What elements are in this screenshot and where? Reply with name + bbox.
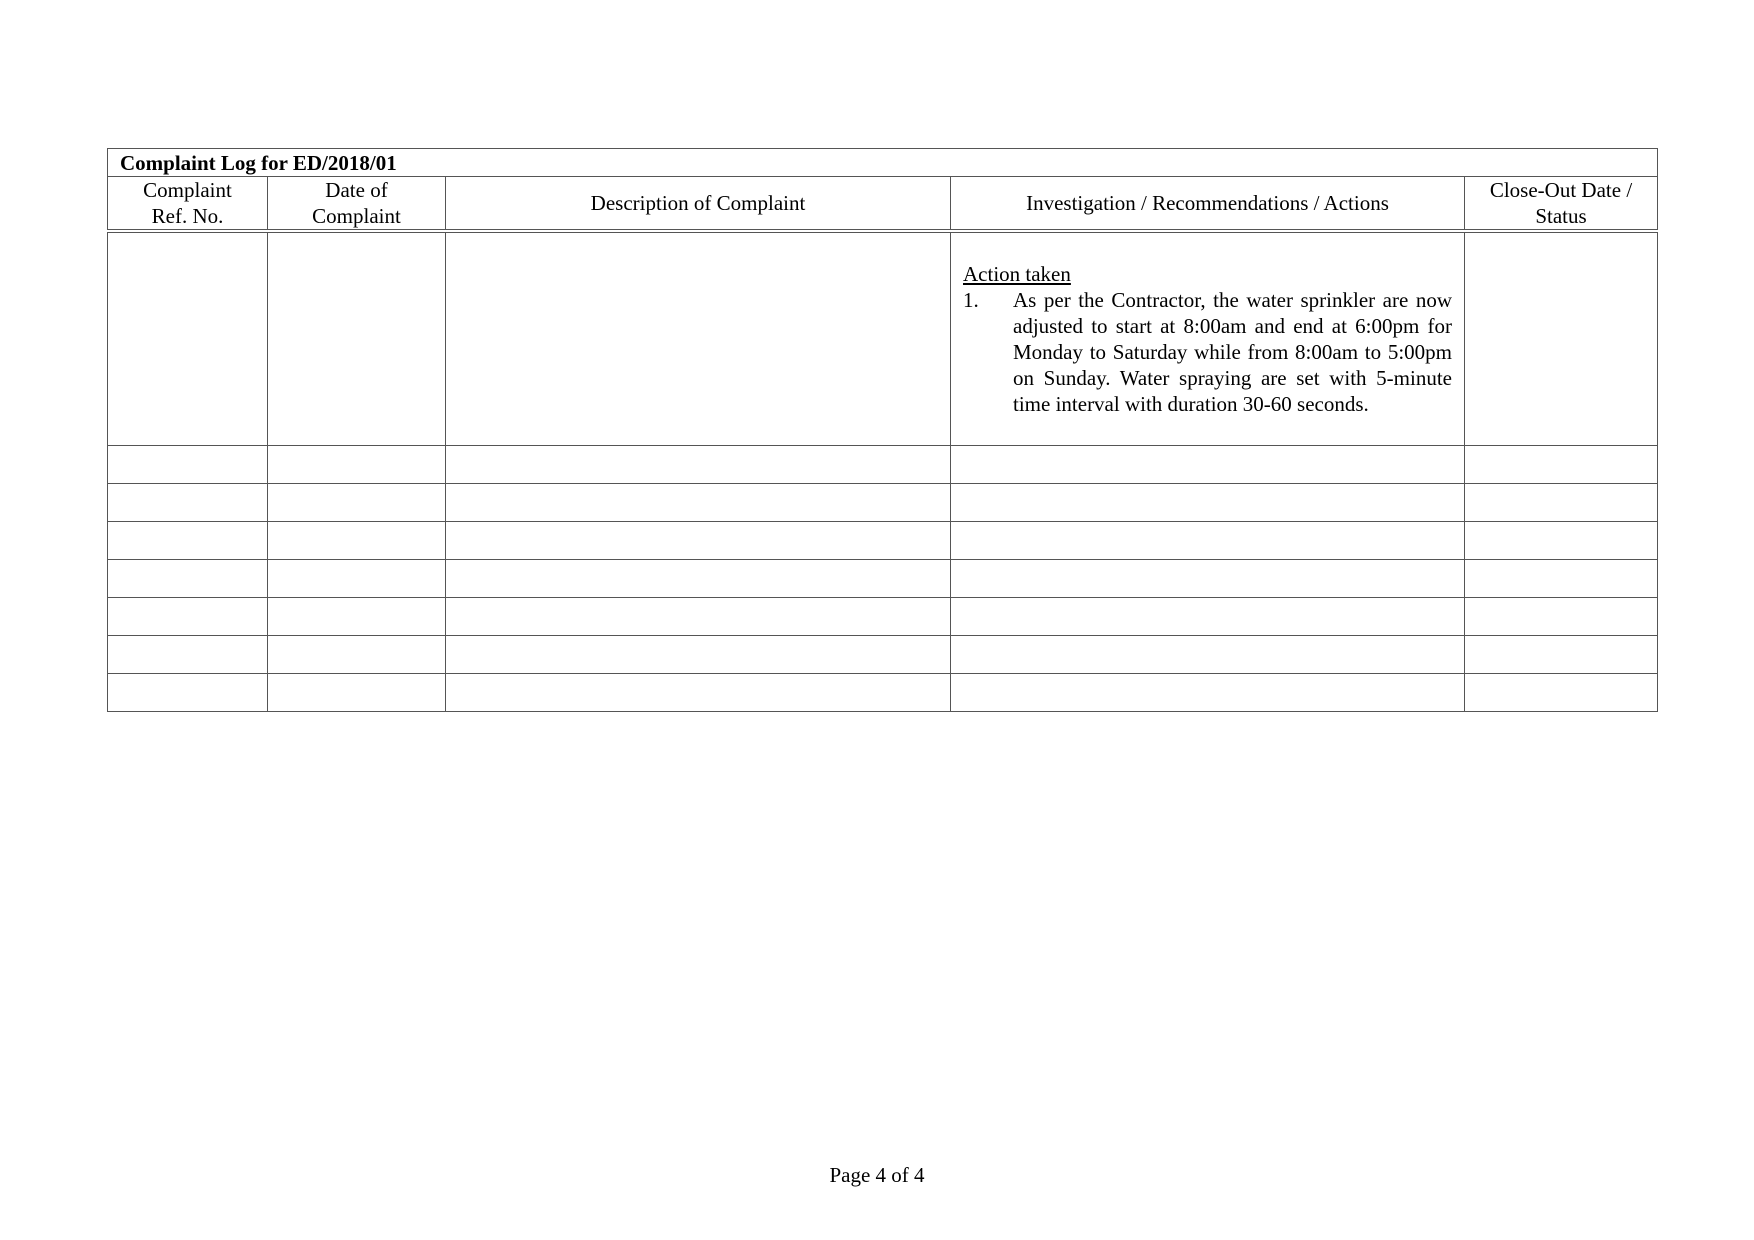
empty-cell: [108, 674, 268, 712]
empty-cell: [1465, 446, 1658, 484]
table-row: [108, 674, 1658, 712]
empty-cell: [268, 674, 446, 712]
header-date: [268, 177, 446, 232]
empty-cell: [108, 636, 268, 674]
empty-cell: [951, 446, 1465, 484]
header-ref-no: [108, 177, 268, 232]
action-item: [963, 287, 1452, 417]
cell-date: [268, 231, 446, 446]
empty-cell: [108, 484, 268, 522]
table-row: [108, 598, 1658, 636]
page-footer: Page 4 of 4: [829, 1163, 925, 1187]
table-row: [108, 560, 1658, 598]
table-row: [108, 231, 1658, 446]
empty-cell: [268, 522, 446, 560]
empty-cell: [268, 598, 446, 636]
table-row: [108, 636, 1658, 674]
action-item-text: As per the Contractor, the water sprinkler are now adjusted to start at 8:00am and end at 6:00pm for Monday to Saturday while from 8:00am to 5:00pm on Sunday. Water spraying are set with 5-minute time interval with duration 30-60 seconds.: [1013, 288, 1452, 416]
header-close-out: [1465, 177, 1658, 232]
header-investigation-label: Investigation / Recommendations / Actions: [1026, 191, 1389, 215]
empty-cell: [108, 522, 268, 560]
empty-cell: [951, 598, 1465, 636]
empty-cell: [951, 560, 1465, 598]
header-close-out-label: Close-Out Date / Status: [1489, 178, 1633, 228]
empty-cell: [446, 674, 951, 712]
empty-cell: [446, 522, 951, 560]
action-item-number: 1.: [963, 288, 979, 312]
empty-cell: [446, 598, 951, 636]
table-title: Complaint Log for ED/2018/01: [108, 149, 1658, 177]
cell-ref-no: [108, 231, 268, 446]
table-row: [108, 446, 1658, 484]
header-date-label: Date of Complaint: [312, 178, 401, 228]
cell-investigation: [951, 231, 1465, 446]
action-taken-label: Action taken: [963, 262, 1071, 286]
header-description: [446, 177, 951, 232]
header-investigation: [951, 177, 1465, 232]
cell-description: [446, 231, 951, 446]
empty-cell: [108, 598, 268, 636]
empty-cell: [446, 560, 951, 598]
empty-cell: [446, 636, 951, 674]
empty-cell: [108, 560, 268, 598]
empty-cell: [1465, 522, 1658, 560]
empty-cell: [268, 560, 446, 598]
empty-cell: [951, 674, 1465, 712]
empty-cell: [268, 484, 446, 522]
empty-cell: [1465, 674, 1658, 712]
empty-cell: [446, 446, 951, 484]
complaint-log-table: [107, 148, 1658, 712]
cell-close-out: [1465, 231, 1658, 446]
header-description-label: Description of Complaint: [590, 191, 806, 215]
empty-cell: [1465, 484, 1658, 522]
empty-cell: [1465, 636, 1658, 674]
empty-cell: [1465, 560, 1658, 598]
table-row: [108, 484, 1658, 522]
header-ref-no-label: Complaint Ref. No.: [143, 178, 232, 228]
empty-cell: [446, 484, 951, 522]
empty-cell: [951, 484, 1465, 522]
empty-cell: [268, 446, 446, 484]
empty-cell: [1465, 598, 1658, 636]
empty-cell: [268, 636, 446, 674]
empty-cell: [108, 446, 268, 484]
empty-cell: [951, 522, 1465, 560]
empty-cell: [951, 636, 1465, 674]
table-row: [108, 522, 1658, 560]
